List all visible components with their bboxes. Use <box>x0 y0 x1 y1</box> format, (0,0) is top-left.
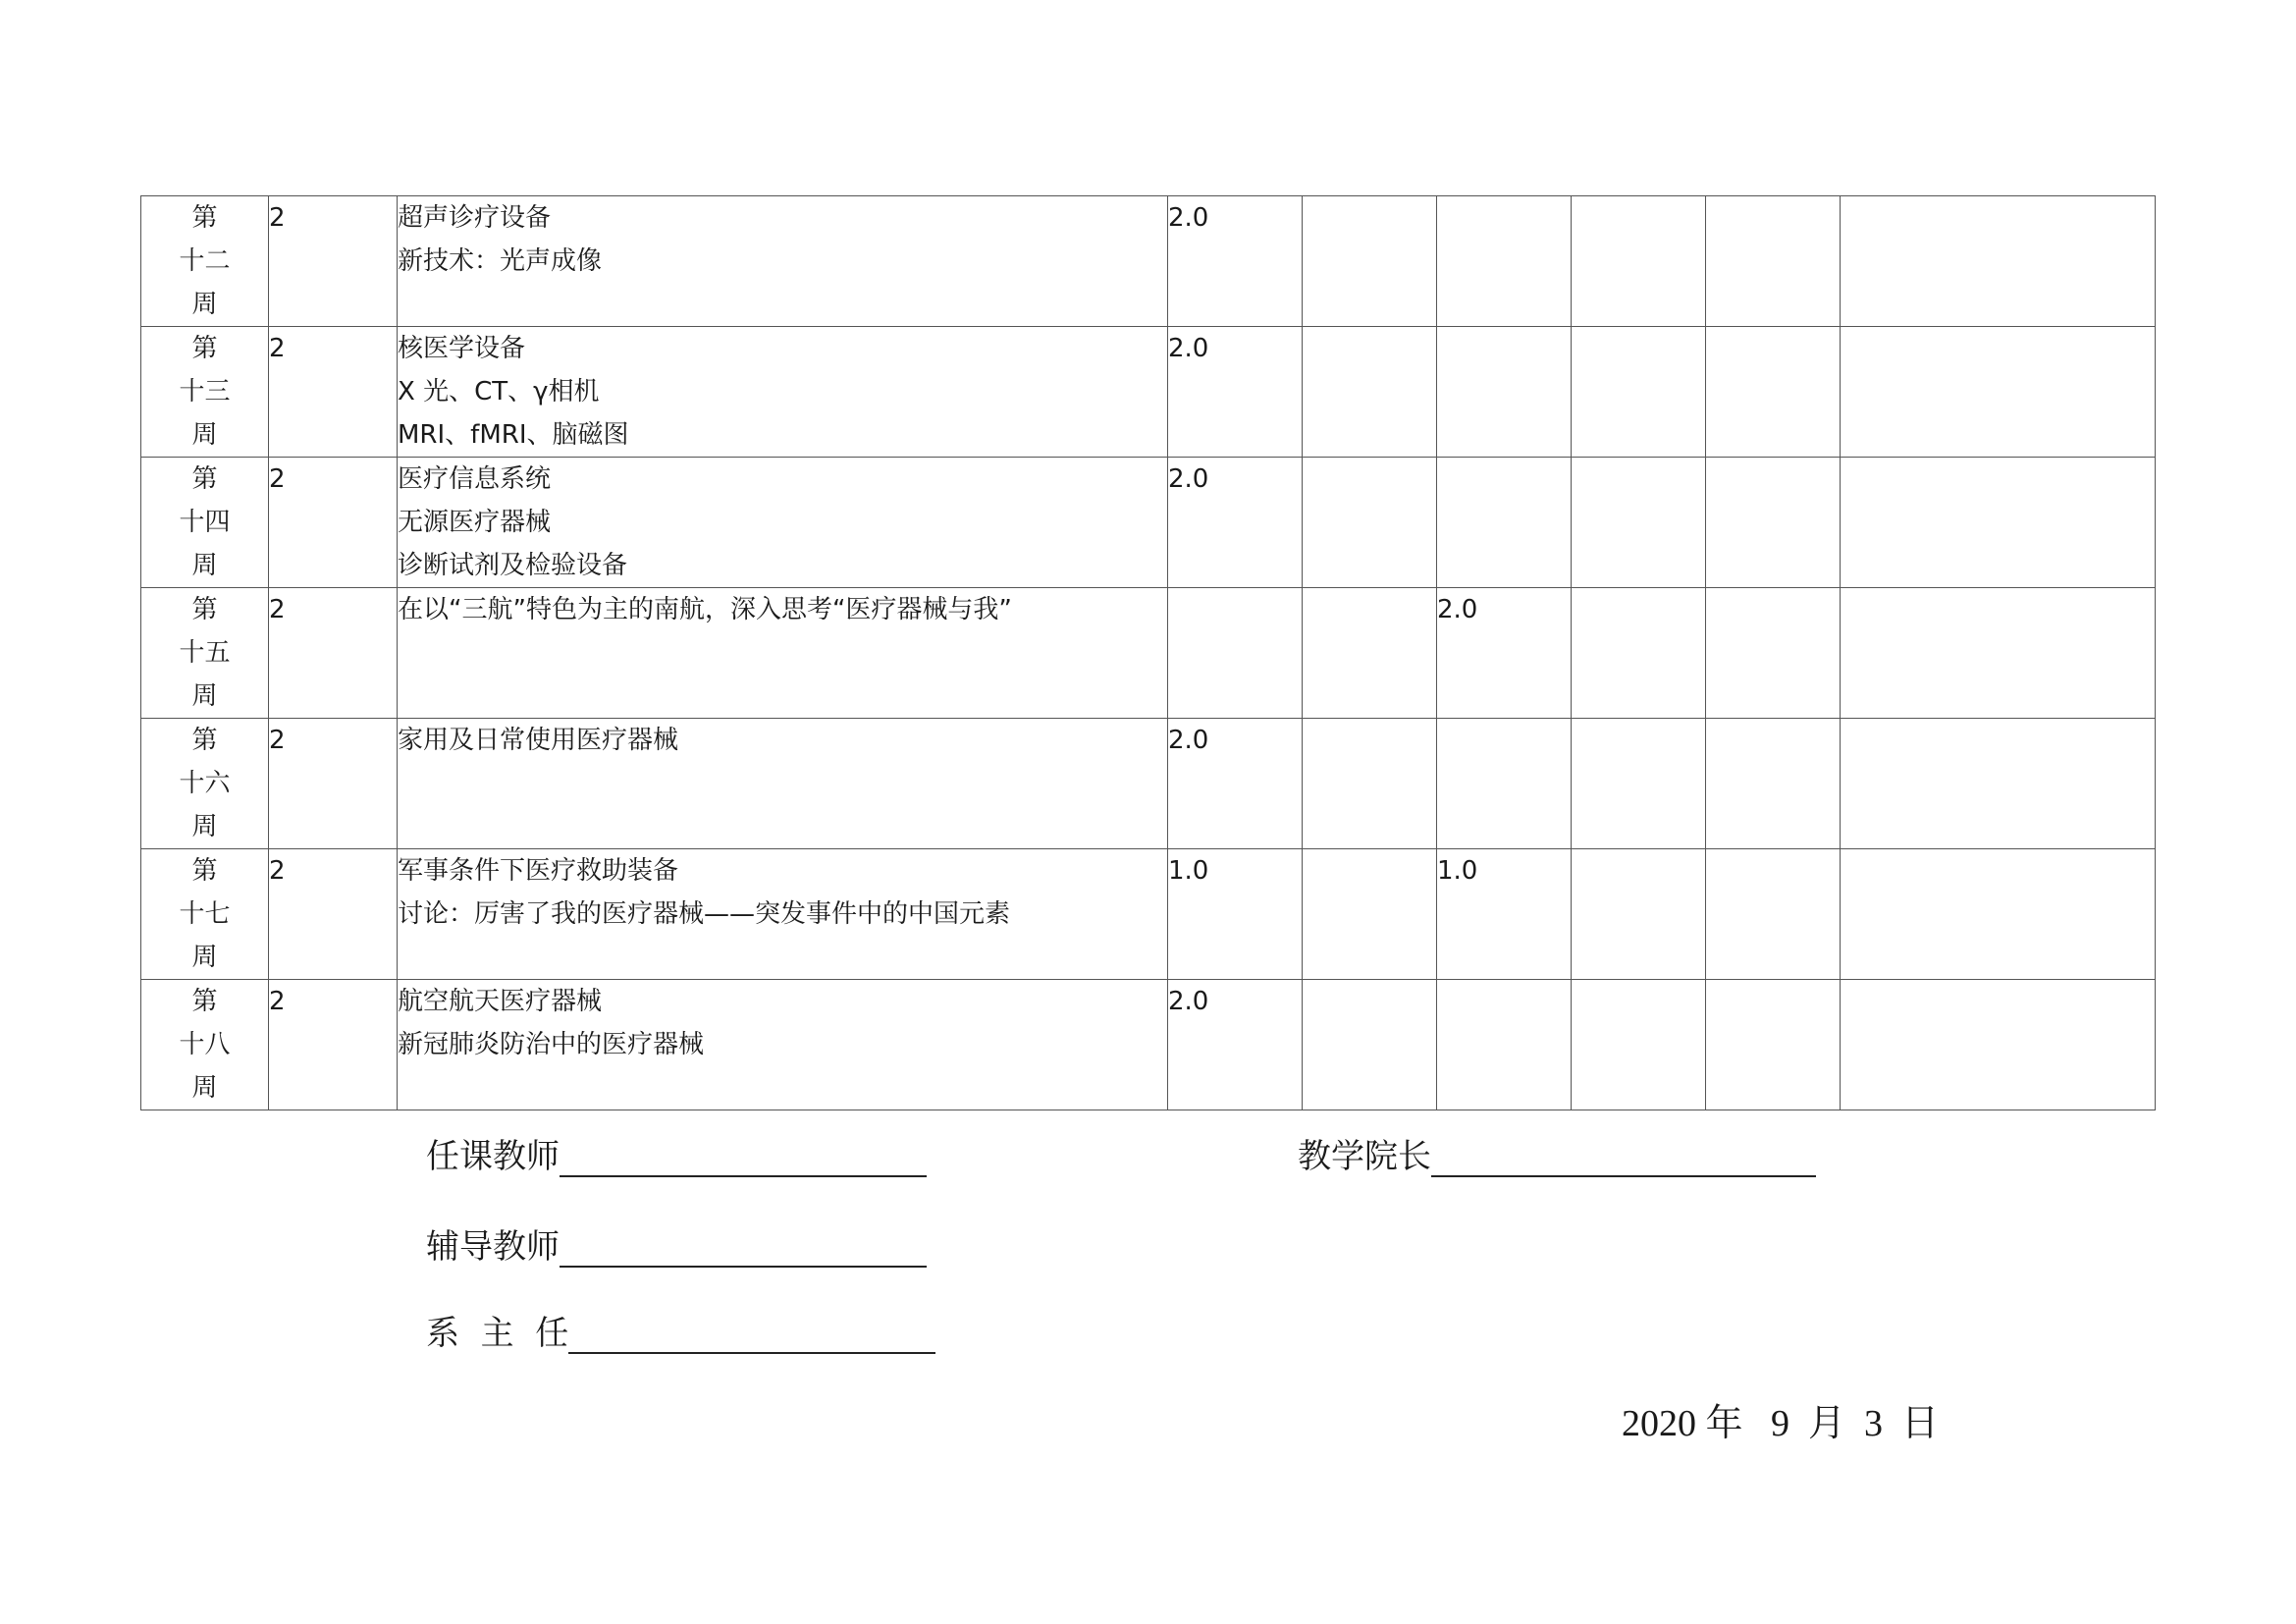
hours-cell: 2 <box>269 458 398 588</box>
week-label: 周 <box>191 812 218 841</box>
discussion-hours-cell: 2.0 <box>1437 588 1572 719</box>
week-label: 第 <box>191 203 218 233</box>
empty-cell <box>1572 719 1706 849</box>
remarks-cell <box>1841 196 2156 327</box>
topic-line: 航空航天医疗器械 <box>398 987 603 1016</box>
empty-cell <box>1303 588 1437 719</box>
remarks-cell <box>1841 327 2156 458</box>
week-label: 十二 <box>179 246 231 276</box>
week-cell <box>141 719 269 849</box>
discussion-hours-cell: 1.0 <box>1437 849 1572 980</box>
topic-line: 超声诊疗设备 <box>398 203 552 233</box>
remarks-cell <box>1841 588 2156 719</box>
hours-cell: 2 <box>269 588 398 719</box>
empty-cell <box>1706 327 1841 458</box>
topics-cell <box>398 719 1168 849</box>
table-row <box>141 327 2156 458</box>
lecture-hours-cell: 2.0 <box>1168 458 1303 588</box>
empty-cell <box>1303 458 1437 588</box>
hours-cell: 2 <box>269 849 398 980</box>
topics-cell <box>398 849 1168 980</box>
assistant-label: 辅导教师 <box>426 1227 560 1267</box>
empty-cell <box>1303 719 1437 849</box>
week-cell <box>141 849 269 980</box>
table-row <box>141 849 2156 980</box>
director-signature <box>426 1306 935 1354</box>
assistant-signature <box>426 1219 927 1268</box>
topic-line: 军事条件下医疗救助装备 <box>398 856 679 886</box>
discussion-hours-cell <box>1437 719 1572 849</box>
schedule-body <box>141 196 2156 1110</box>
topics-cell <box>398 980 1168 1110</box>
empty-cell <box>1572 196 1706 327</box>
week-label: 周 <box>191 681 218 711</box>
week-label: 十四 <box>179 508 231 537</box>
week-label: 第 <box>191 856 218 886</box>
empty-cell <box>1303 849 1437 980</box>
week-label: 周 <box>191 290 218 319</box>
lecture-hours-cell: 1.0 <box>1168 849 1303 980</box>
empty-cell <box>1572 458 1706 588</box>
lecture-hours-cell: 2.0 <box>1168 719 1303 849</box>
topic-line: 医疗信息系统 <box>398 464 552 494</box>
week-cell <box>141 327 269 458</box>
remarks-cell <box>1841 849 2156 980</box>
topic-line: MRI、fMRI、脑磁图 <box>398 420 629 450</box>
week-label: 第 <box>191 595 218 624</box>
week-cell <box>141 458 269 588</box>
week-label: 第 <box>191 464 218 494</box>
hours-cell: 2 <box>269 719 398 849</box>
week-label: 十三 <box>179 377 231 406</box>
week-label: 周 <box>191 551 218 580</box>
empty-cell <box>1706 588 1841 719</box>
empty-cell <box>1572 588 1706 719</box>
empty-cell <box>1572 980 1706 1110</box>
remarks-cell <box>1841 719 2156 849</box>
topics-cell <box>398 327 1168 458</box>
dean-label: 教学院长 <box>1298 1137 1431 1176</box>
sign-date: 2020 年 9 月 3 日 <box>1622 1403 1940 1444</box>
dean-signature <box>1298 1129 1816 1177</box>
week-label: 周 <box>191 943 218 972</box>
hours-cell: 2 <box>269 196 398 327</box>
week-cell <box>141 588 269 719</box>
week-label: 十五 <box>179 638 231 668</box>
table-row <box>141 458 2156 588</box>
topics-cell <box>398 458 1168 588</box>
empty-cell <box>1706 980 1841 1110</box>
teacher-label: 任课教师 <box>426 1137 560 1176</box>
dean-signature-line[interactable] <box>1431 1138 1816 1177</box>
empty-cell <box>1706 196 1841 327</box>
week-label: 十六 <box>179 769 231 798</box>
empty-cell <box>1706 458 1841 588</box>
topic-line: 在以“三航”特色为主的南航，深入思考“医疗器械与我” <box>398 595 1012 624</box>
topic-line: 家用及日常使用医疗器械 <box>398 726 679 755</box>
discussion-hours-cell <box>1437 327 1572 458</box>
empty-cell <box>1706 719 1841 849</box>
week-label: 周 <box>191 420 218 450</box>
topic-line: 新冠肺炎防治中的医疗器械 <box>398 1030 705 1059</box>
week-label: 第 <box>191 334 218 363</box>
topic-line: 新技术：光声成像 <box>398 246 603 276</box>
hours-cell: 2 <box>269 327 398 458</box>
week-cell <box>141 980 269 1110</box>
lecture-hours-cell: 2.0 <box>1168 196 1303 327</box>
topic-line: 讨论：厉害了我的医疗器械——突发事件中的中国元素 <box>398 899 1011 929</box>
teacher-signature <box>426 1129 927 1177</box>
remarks-cell <box>1841 458 2156 588</box>
empty-cell <box>1706 849 1841 980</box>
topic-line: 诊断试剂及检验设备 <box>398 551 628 580</box>
week-label: 十七 <box>179 899 231 929</box>
assistant-signature-line[interactable] <box>560 1228 927 1268</box>
empty-cell <box>1572 327 1706 458</box>
topics-cell <box>398 588 1168 719</box>
discussion-hours-cell <box>1437 196 1572 327</box>
empty-cell <box>1303 980 1437 1110</box>
table-row <box>141 588 2156 719</box>
hours-cell: 2 <box>269 980 398 1110</box>
table-row <box>141 719 2156 849</box>
table-row <box>141 980 2156 1110</box>
table-row <box>141 196 2156 327</box>
director-label: 系 主 任 <box>426 1314 569 1353</box>
topics-cell <box>398 196 1168 327</box>
director-signature-line[interactable] <box>568 1315 935 1354</box>
week-label: 第 <box>191 726 218 755</box>
topic-line: 无源医疗器械 <box>398 508 552 537</box>
lecture-hours-cell <box>1168 588 1303 719</box>
lecture-hours-cell: 2.0 <box>1168 327 1303 458</box>
topic-line: 核医学设备 <box>398 334 526 363</box>
week-label: 周 <box>191 1073 218 1103</box>
topic-line: X 光、CT、γ相机 <box>398 377 600 406</box>
empty-cell <box>1572 849 1706 980</box>
week-cell <box>141 196 269 327</box>
teacher-signature-line[interactable] <box>560 1138 927 1177</box>
empty-cell <box>1303 196 1437 327</box>
course-schedule-table <box>140 195 2156 1110</box>
week-label: 第 <box>191 987 218 1016</box>
lecture-hours-cell: 2.0 <box>1168 980 1303 1110</box>
empty-cell <box>1303 327 1437 458</box>
discussion-hours-cell <box>1437 980 1572 1110</box>
remarks-cell <box>1841 980 2156 1110</box>
week-label: 十八 <box>179 1030 231 1059</box>
discussion-hours-cell <box>1437 458 1572 588</box>
